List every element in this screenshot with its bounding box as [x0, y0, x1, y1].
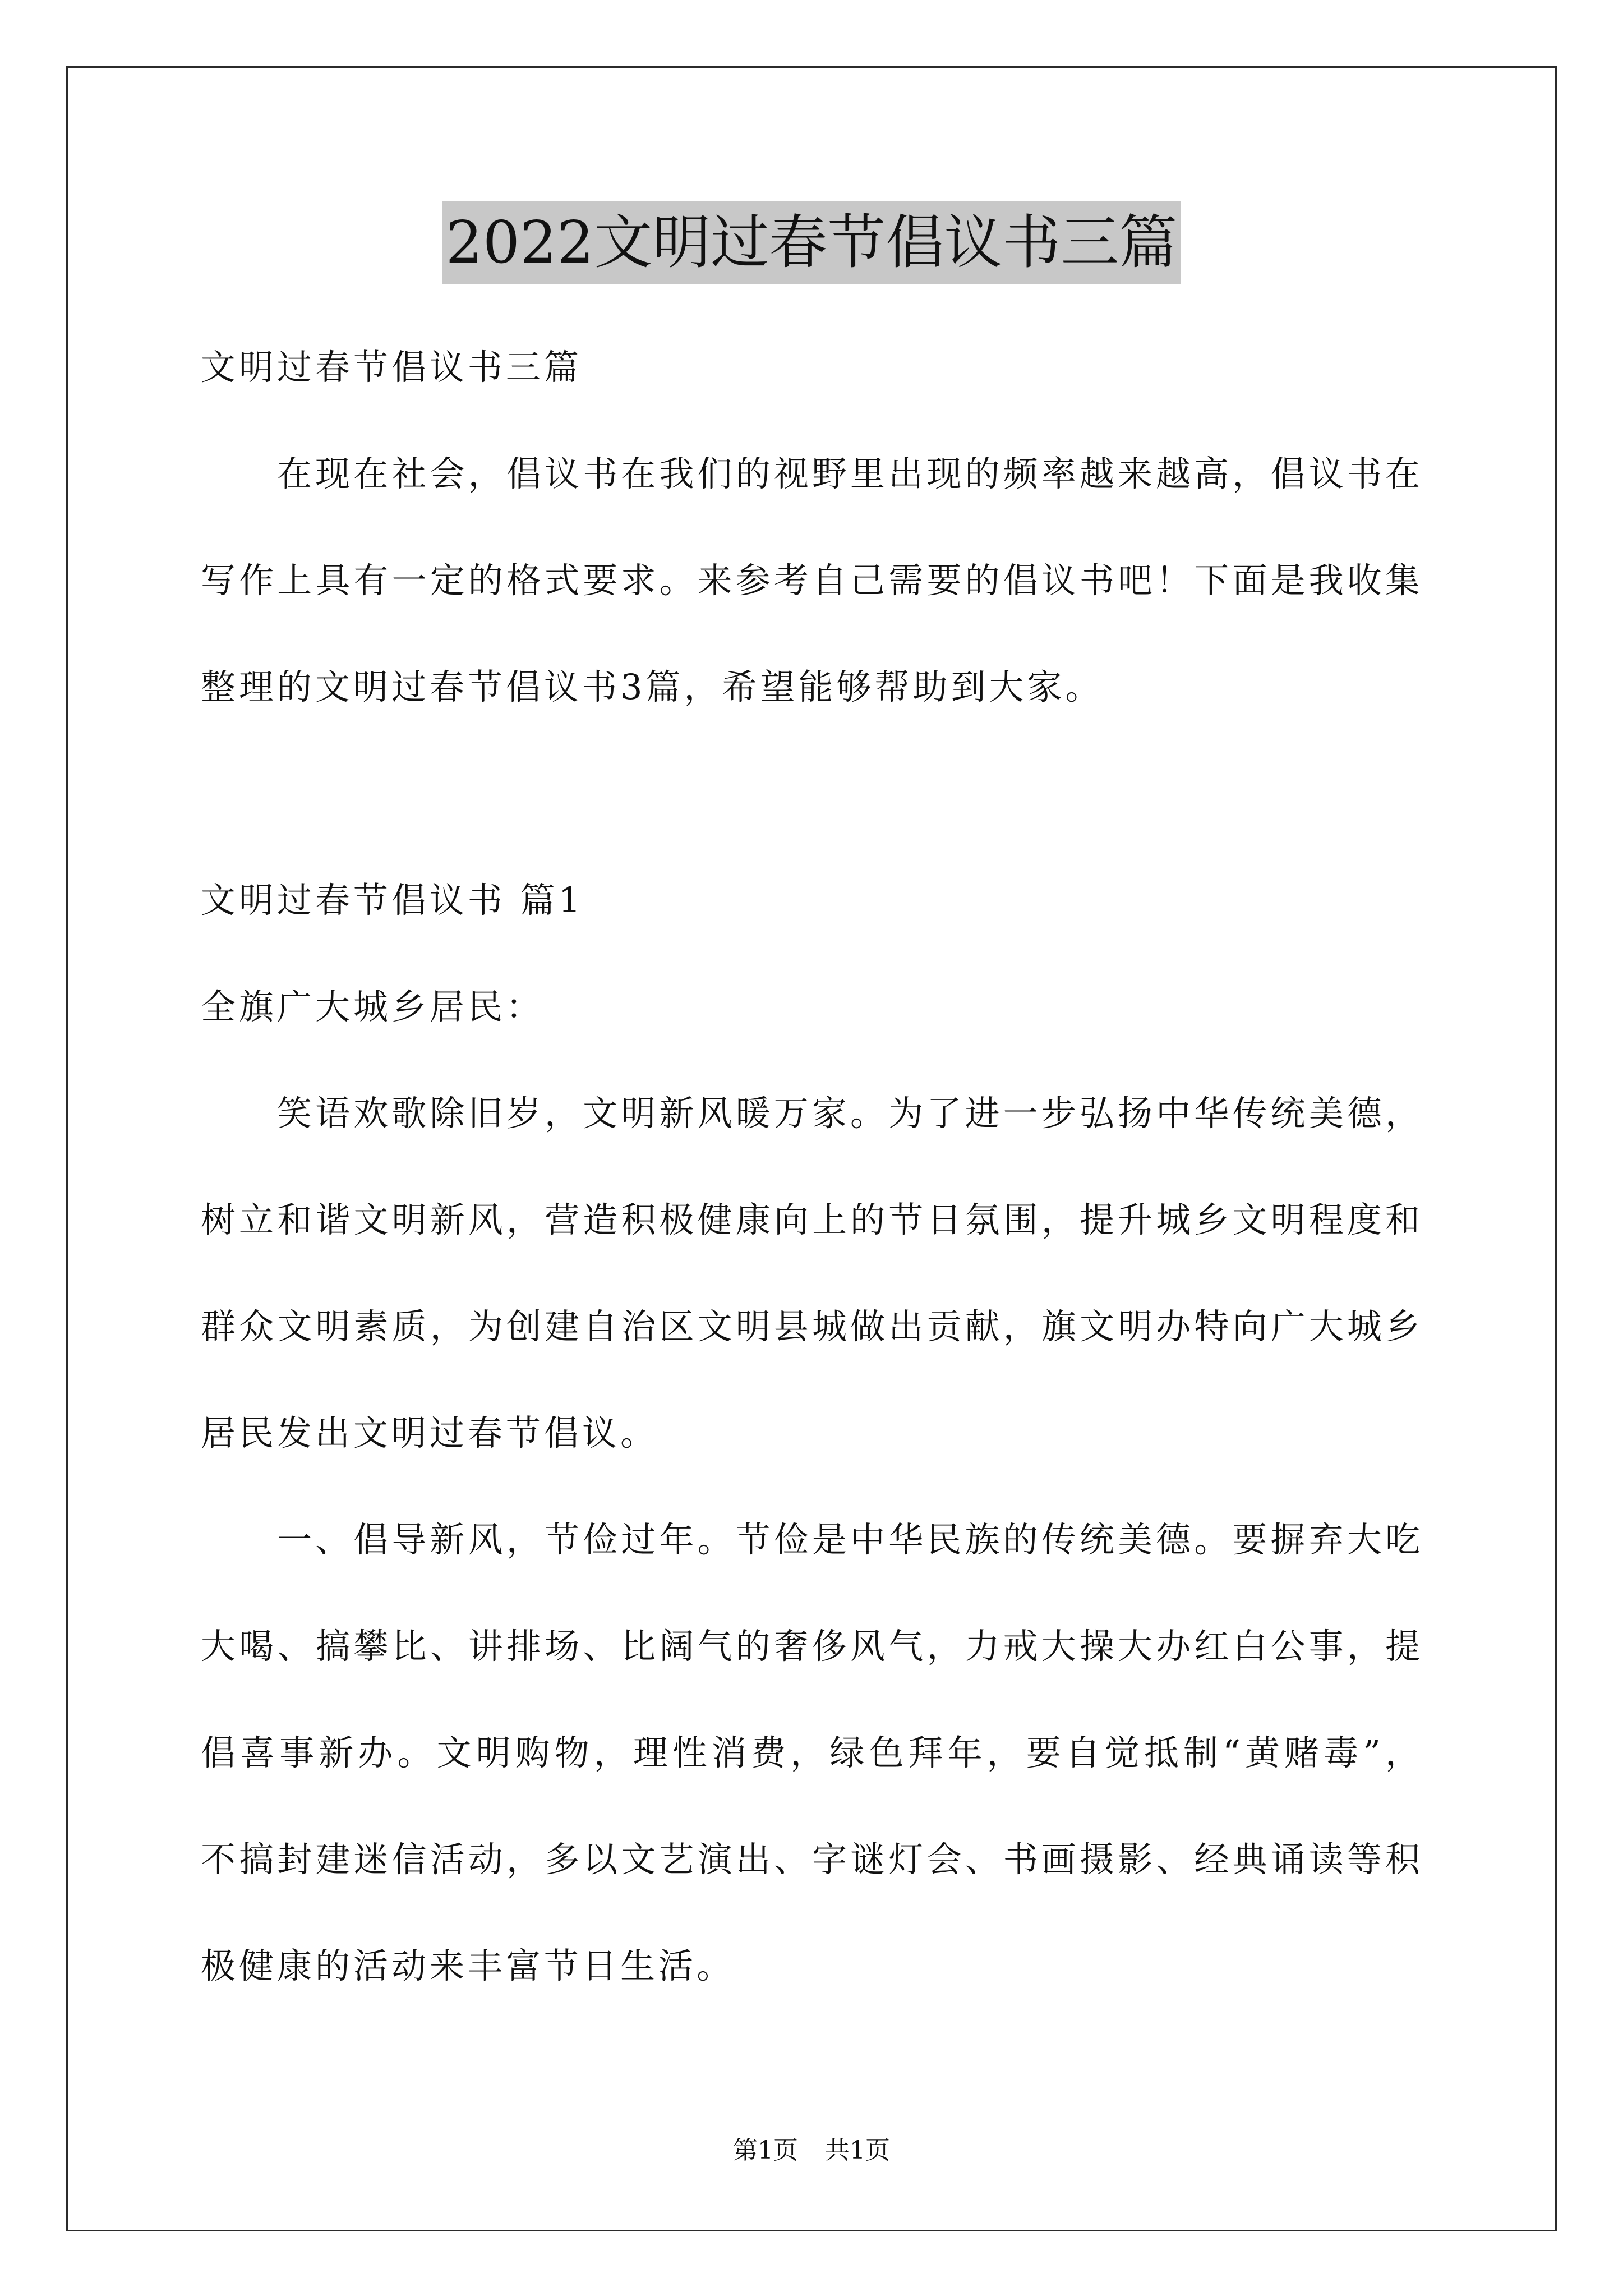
document-subtitle: 文明过春节倡议书三篇: [201, 347, 583, 388]
title-container: [0, 201, 1623, 284]
section-heading: 文明过春节倡议书 篇1: [201, 880, 584, 921]
intro-paragraph: 在现在社会，倡议书在我们的视野里出现的频率越来越高，倡议书在写作上具有一定的格式要求。来参考自己需要的倡议书吧！下面是我收集整理的文明过春节倡议书3篇，希望能够帮助到大家。: [201, 453, 1423, 707]
page-total: 共1页: [825, 2136, 890, 2165]
page-footer: [0, 2134, 1623, 2168]
document-body: [201, 314, 1423, 2019]
page-number: 第1页: [733, 2136, 798, 2165]
body-paragraph-1: 笑语欢歌除旧岁，文明新风暖万家。为了进一步弘扬中华传统美德，树立和谐文明新风，营造积极健康向上的节日氛围，提升城乡文明程度和群众文明素质，为创建自治区文明县城做出贡献，旗文明办特向广大城乡居民发出文明过春节倡议。: [201, 1093, 1423, 1453]
body-paragraph-2: 一、倡导新风，节俭过年。节俭是中华民族的传统美德。要摒弃大吃大喝、搞攀比、讲排场、比阔气的奢侈风气，力戒大操大办红白公事，提倡喜事新办。文明购物，理性消费，绿色拜年，要自觉抵制“黄赌毒”，不搞封建迷信活动，多以文艺演出、字谜灯会、书画摄影、经典诵读等积极健康的活动来丰富节日生活。: [201, 1519, 1423, 1986]
document-title: 2022文明过春节倡议书三篇: [442, 201, 1181, 284]
salutation: 全旗广大城乡居民：: [201, 986, 545, 1027]
section-spacer: [201, 740, 1423, 847]
